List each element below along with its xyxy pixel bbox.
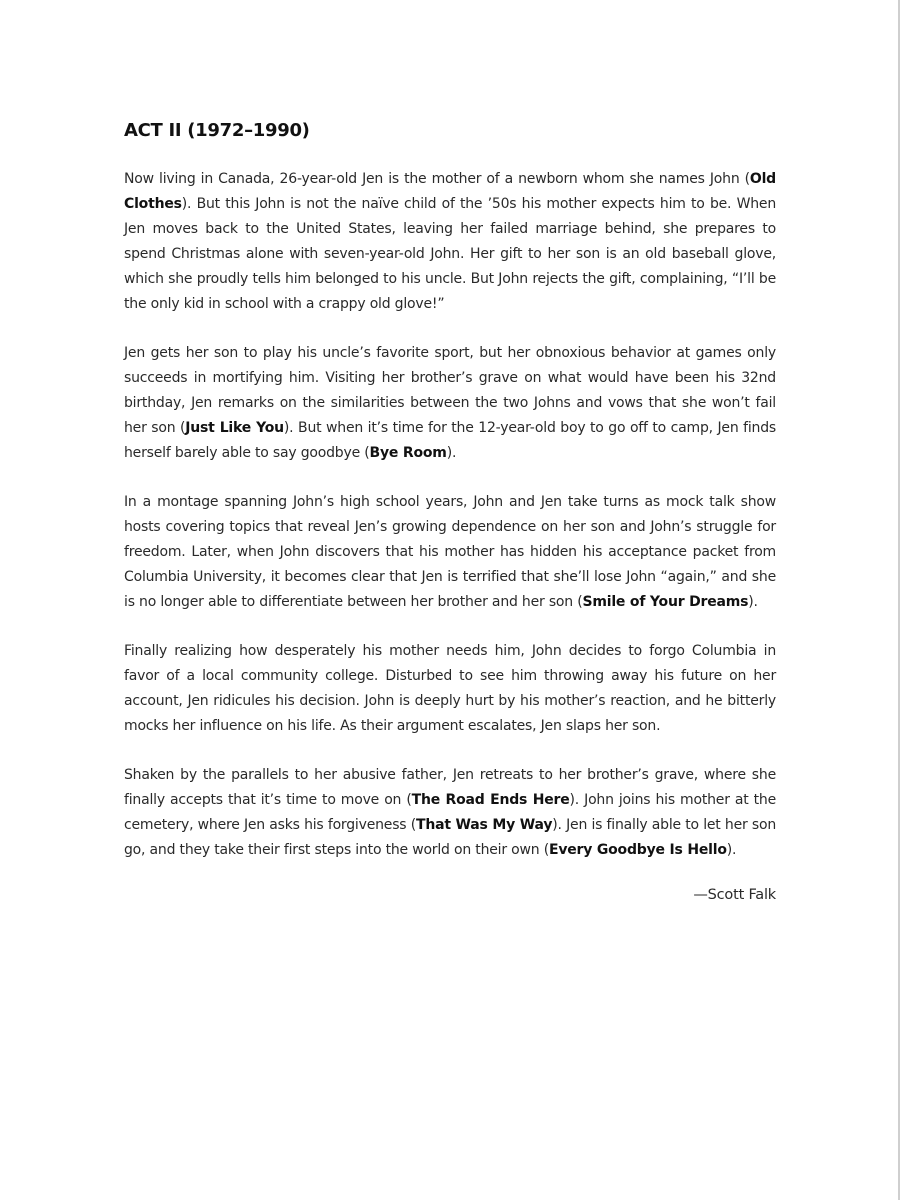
song-title: Smile of Your Dreams [582,594,749,610]
paragraph-4 [124,639,776,739]
song-title: Old Clothes [124,171,776,212]
paragraph-text: Now living in Canada, 26-year-old Jen is the mother of a newborn whom she names John ( [124,171,750,187]
song-title: Bye Room [369,445,447,461]
song-title: That Was My Way [415,817,553,833]
paragraph-5 [124,763,776,863]
document-content [124,120,776,903]
paragraph-text: ). But this John is not the naïve child of the ’50s his mother expects him to be. When Jen moves back to the United States, leaving her failed marriage behind, she prepares to spend Christmas alone with seven-year-old John. Her gift to her son is an old baseball glove, which she proudly tells him belonged to his uncle. But John rejects the gift, complaining, “I’ll be the only kid in school with a crappy old glove!” [124,196,776,312]
act-heading: ACT II (1972–1990) [124,120,310,141]
paragraph-text: ). [446,445,457,461]
paragraph-text: ). [726,842,737,858]
author-signature: —Scott Falk [693,887,776,903]
paragraph-2 [124,341,776,466]
paragraph-text: Jen gets her son to play his uncle’s favorite sport, but her obnoxious behavior at games only succeeds in mortifying him. Visiting her brother’s grave on what would have been his 32nd birthday, Jen remarks on the similarities between the two Johns and vows that she won’t fail her son ( [124,345,776,436]
paragraph-3 [124,490,776,615]
paragraph-text: ). Jen is finally able to let her son go, and they take their first steps into the world on their own ( [124,817,776,858]
song-title: Every Goodbye Is Hello [548,842,727,858]
paragraph-text: ). [748,594,758,610]
song-title: The Road Ends Here [411,792,570,808]
song-title: Just Like You [185,420,284,436]
paragraph-text: In a montage spanning John’s high school years, John and Jen take turns as mock talk show hosts covering topics that reveal Jen’s growing dependence on her son and John’s struggle for freedom. Later, when John discovers that his mother has hidden his acceptance packet from Columbia University, it becomes clear that Jen is terrified that she’ll lose John “again,” and she is no longer able to differentiate between her brother and her son ( [124,494,776,610]
paragraph-1 [124,167,776,317]
paragraph-text: ). John joins his mother at the cemetery, where Jen asks his forgiveness ( [124,792,776,833]
paragraph-text: Shaken by the parallels to her abusive father, Jen retreats to her brother’s grave, where she finally accepts that it’s time to move on ( [124,767,776,808]
paragraph-text: ). But when it’s time for the 12-year-old boy to go off to camp, Jen finds herself barely able to say goodbye ( [124,420,776,461]
paragraph-text: Finally realizing how desperately his mother needs him, John decides to forgo Columbia in favor of a local community college. Disturbed to see him throwing away his future on her account, Jen ridicules his decision. John is deeply hurt by his mother’s reaction, and he bitterly mocks her influence on his life. As their argument escalates, Jen slaps her son. [124,643,776,734]
